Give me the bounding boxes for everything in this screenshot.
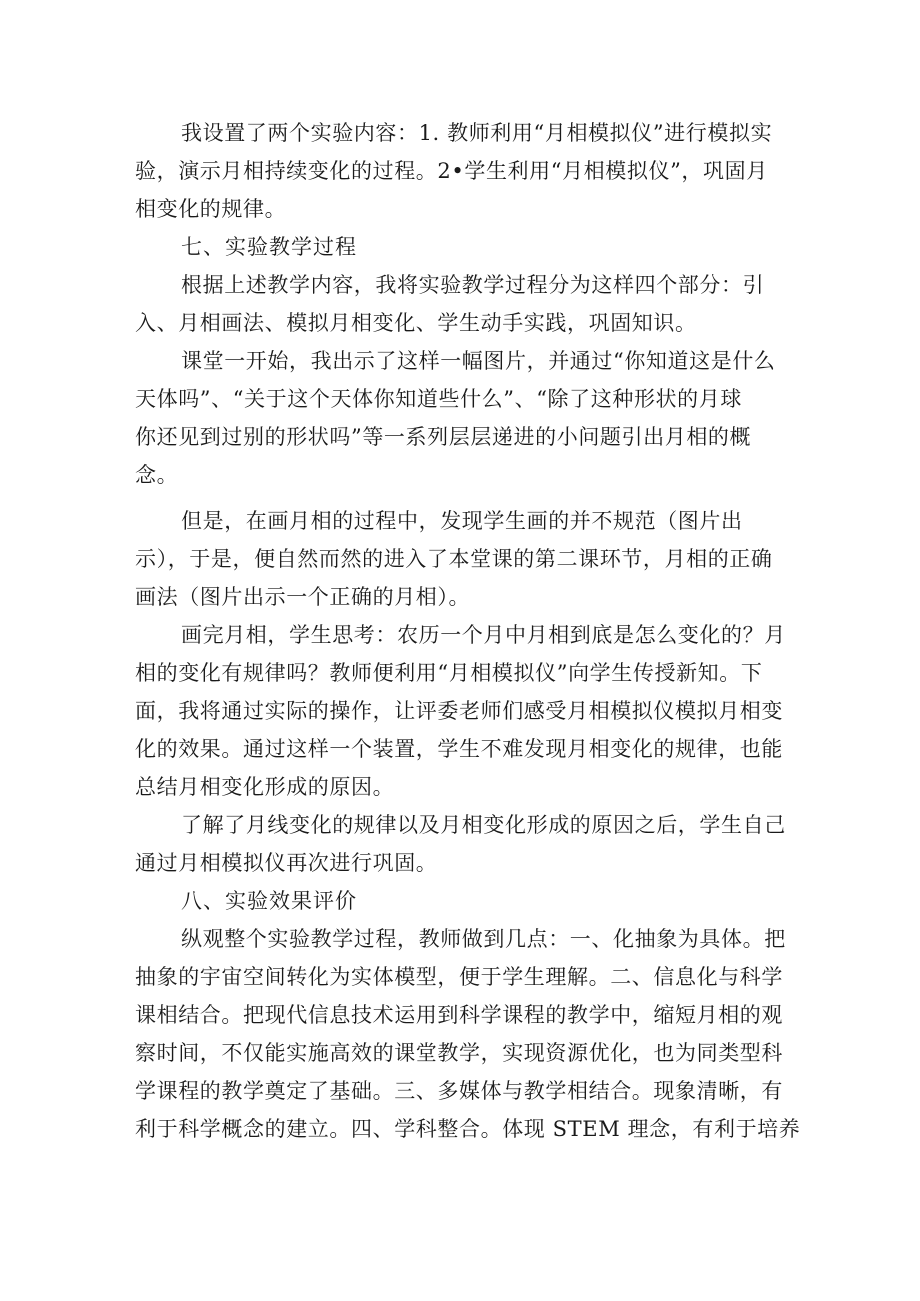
paragraph-evaluation-line-4: 察时间，不仅能实施高效的课堂教学，实现资源优化，也为同类型科 [135,1041,783,1065]
paragraph-intro-line-2: 天体吗”、“关于这个天体你知道些什么”、“除了这种形状的月球 [135,387,742,411]
paragraph-consolidation-line-2: 通过月相模拟仪再次进行巩固。 [135,851,438,875]
paragraph-drawing-line-3: 画法（图片出示一个正确的月相）。 [135,585,471,609]
paragraph-simulation-line-3: 面，我将通过实际的操作，让评委老师们感受月相模拟仪模拟月相变 [135,699,783,723]
paragraph-process-line-2: 入、月相画法、模拟月相变化、学生动手实践，巩固知识。 [135,311,697,335]
paragraph-experiment-content-line-1: 我设置了两个实验内容：1. 教师利用“月相模拟仪”进行模拟实 [181,121,773,145]
paragraph-evaluation-line-3: 课相结合。把现代信息技术运用到科学课程的教学中，缩短月相的观 [135,1003,783,1027]
paragraph-process-line-1: 根据上述教学内容，我将实验教学过程分为这样四个部分：引 [181,273,765,297]
paragraph-simulation-line-2: 相的变化有规律吗？教师便利用“月相模拟仪”向学生传授新知。下 [135,661,763,685]
paragraph-evaluation-line-5: 学课程的教学奠定了基础。三、多媒体与教学相结合。现象清晰，有 [135,1079,783,1103]
paragraph-intro-line-3: 你还见到过别的形状吗”等一系列层层递进的小问题引出月相的概 [135,425,752,449]
paragraph-evaluation-line-6: 利于科学概念的建立。四、学科整合。体现 STEM 理念，有利于培养 [135,1117,801,1141]
paragraph-evaluation-line-1: 纵观整个实验教学过程，教师做到几点：一、化抽象为具体。把 [181,927,786,951]
section-heading-7: 七、实验教学过程 [181,235,357,259]
paragraph-consolidation-line-1: 了解了月线变化的规律以及月相变化形成的原因之后，学生自己 [181,813,786,837]
paragraph-experiment-content-line-2: 验，演示月相持续变化的过程。2•学生利用“月相模拟仪”，巩固月 [135,159,768,183]
paragraph-simulation-line-1: 画完月相，学生思考：农历一个月中月相到底是怎么变化的？月 [181,623,786,647]
paragraph-simulation-line-4: 化的效果。通过这样一个装置，学生不难发现月相变化的规律，也能 [135,737,783,761]
paragraph-drawing-line-1: 但是，在画月相的过程中，发现学生画的并不规范（图片出 [181,509,743,533]
paragraph-drawing-line-2: 示），于是，便自然而然的进入了本堂课的第二课环节，月相的正确 [135,547,773,571]
paragraph-experiment-content-line-3: 相变化的规律。 [135,197,287,221]
paragraph-simulation-line-5: 总结月相变化形成的原因。 [135,775,395,799]
paragraph-intro-line-4: 念。 [135,463,179,487]
section-heading-8: 八、实验效果评价 [181,889,357,913]
paragraph-evaluation-line-2: 抽象的宇宙空间转化为实体模型，便于学生理解。二、信息化与科学 [135,965,783,989]
paragraph-intro-line-1: 课堂一开始，我出示了这样一幅图片，并通过“你知道这是什么 [181,349,776,373]
